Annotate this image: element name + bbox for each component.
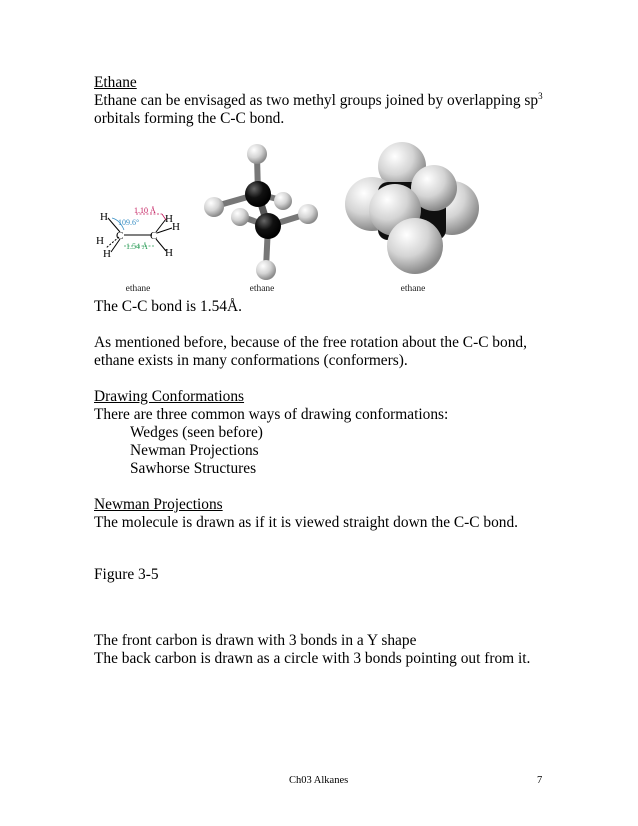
bond-angle-label: 109.6° xyxy=(118,218,140,227)
carbon-1-label: C xyxy=(116,230,124,242)
method-item: Wedges (seen before) xyxy=(130,424,263,441)
intro-line-2: orbitals forming the C-C bond. xyxy=(94,110,285,127)
cc-bond-length-text: The C-C bond is 1.54Å. xyxy=(94,298,242,315)
hydrogen-label: H xyxy=(103,248,111,260)
ethane-models-figure xyxy=(90,136,490,298)
hydrogen-label: H xyxy=(165,213,173,225)
drawing-intro: There are three common ways of drawing conformations: xyxy=(94,406,449,423)
caption-space-filling: ethane xyxy=(400,284,426,294)
conformations-section xyxy=(94,298,554,532)
newman-description: The molecule is drawn as if it is viewed straight down the C-C bond. xyxy=(94,514,519,531)
back-carbon-text: The back carbon is drawn as a circle with 3 bonds pointing out from it. xyxy=(94,650,531,667)
method-item: Sawhorse Structures xyxy=(130,460,257,477)
newman-heading: Newman Projections xyxy=(94,496,223,513)
ethane-section xyxy=(94,74,554,128)
carbon-2-label: C xyxy=(150,230,158,242)
newman-description-block xyxy=(94,632,554,668)
ethane-models-svg xyxy=(90,136,490,298)
caption-structural: ethane xyxy=(125,284,151,294)
rotation-line-1: As mentioned before, because of the free rotation about the C-C bond, xyxy=(94,334,527,351)
ball-and-stick-model xyxy=(204,144,318,280)
drawing-conformations-heading: Drawing Conformations xyxy=(94,388,245,405)
hydrogen-label: H xyxy=(100,211,108,223)
cc-bond-length-label: 1.54 Å xyxy=(126,242,148,251)
caption-ball-and-stick: ethane xyxy=(249,284,275,294)
space-filling-model xyxy=(345,142,479,274)
hydrogen-label: H xyxy=(165,247,173,259)
figure-label: Figure 3-5 xyxy=(94,566,159,583)
rotation-line-2: ethane exists in many conformations (conformers). xyxy=(94,352,408,369)
superscript-3: 3 xyxy=(538,90,543,101)
method-item: Newman Projections xyxy=(130,442,259,459)
ch-bond-length-label: 1.10 Å xyxy=(134,206,156,215)
front-carbon-text: The front carbon is drawn with 3 bonds in a Y shape xyxy=(94,632,417,649)
footer-chapter: Ch03 Alkanes xyxy=(289,775,349,786)
hydrogen-label: H xyxy=(96,235,104,247)
hydrogen-label: H xyxy=(172,221,180,233)
ethane-heading: Ethane xyxy=(94,74,137,91)
structural-diagram xyxy=(96,206,180,260)
footer-page-number: 7 xyxy=(537,775,543,786)
figure-label-block xyxy=(94,566,554,584)
intro-line-1: Ethane can be envisaged as two methyl groups joined by overlapping $sp^3$ xyxy=(94,90,543,109)
